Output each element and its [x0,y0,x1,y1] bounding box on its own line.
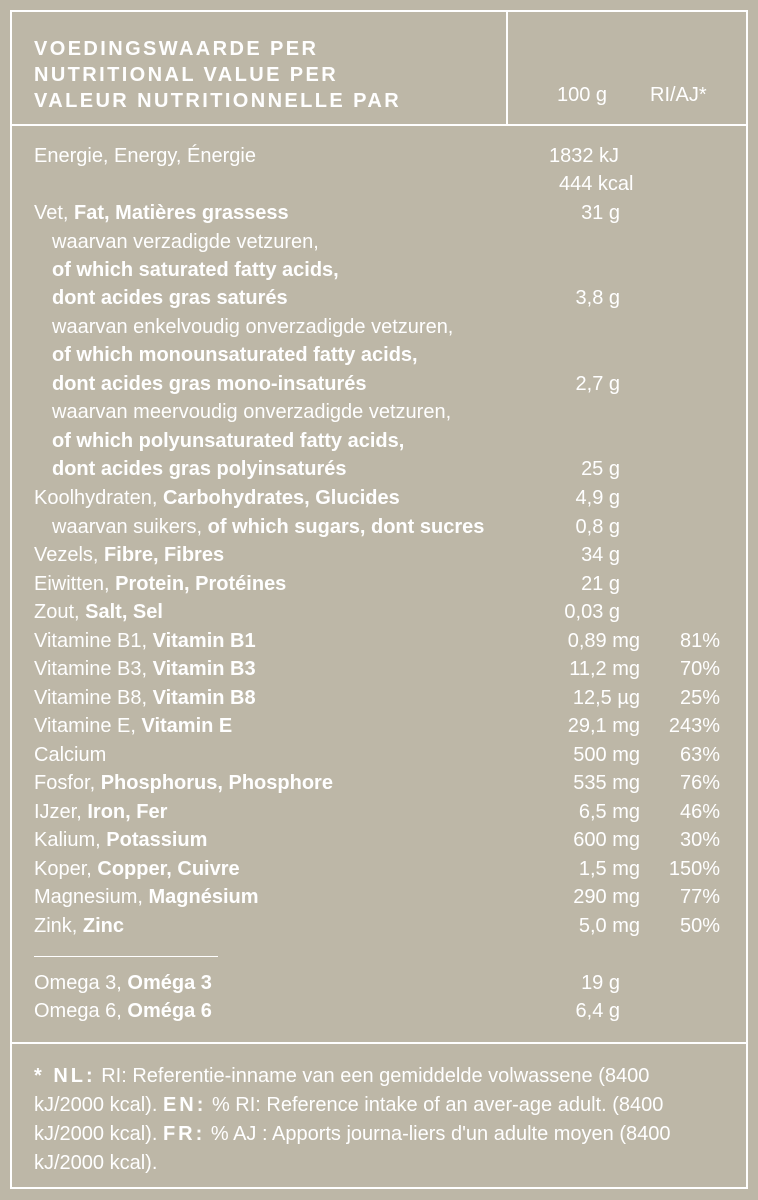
row-saturated-fr [12,284,746,312]
micro-value: 5,0 mg [578,915,640,937]
poly-value: 25 g [581,458,620,480]
micro-ri: 50% [679,915,720,937]
row-energy-kcal [12,170,746,198]
carbohydrates-value: 4,9 g [575,487,620,509]
micro-value: 535 mg [573,772,640,794]
protein-label: Eiwitten, Protein, Protéines [34,573,287,595]
micro-value: 500 mg [573,744,640,766]
micro-label: Vitamine B3, Vitamin B3 [34,658,256,680]
row-iron [12,798,746,826]
micro-label: Calcium [34,744,107,766]
row-zinc [12,912,746,940]
micro-ri: 77% [679,886,720,908]
omega-divider [34,956,218,957]
micro-value: 1,5 mg [578,858,640,880]
row-saturated-nl [12,228,746,256]
row-mono-fr [12,370,746,398]
header-title-en: NUTRITIONAL VALUE PER [34,64,339,86]
saturated-label-en: of which saturated fatty acids, [52,259,339,281]
fat-value: 31 g [581,202,620,224]
header-divider [506,12,508,124]
micro-label: Fosfor, Phosphorus, Phosphore [34,772,333,794]
mono-value: 2,7 g [575,373,620,395]
energy-label: Energie, Energy, Énergie [34,145,256,167]
sugars-value: 0,8 g [575,516,620,538]
saturated-label-nl: waarvan verzadigde vetzuren, [52,231,319,253]
fibre-label: Vezels, Fibre, Fibres [34,544,225,566]
omega-3-value: 19 g [581,972,620,994]
micro-ri: 30% [679,829,720,851]
column-header-amount: 100 g [557,84,608,106]
row-fat [12,199,746,227]
energy-kcal: 444 kcal [559,173,634,195]
micro-label: Zink, Zinc [34,915,125,937]
row-energy [12,142,746,170]
micro-ri: 81% [679,630,720,652]
micro-value: 290 mg [573,886,640,908]
omega-3-label: Omega 3, Oméga 3 [34,972,212,994]
row-fibre [12,541,746,569]
footnote-divider [12,1042,746,1044]
fat-label: Vet, Fat, Matières grassess [34,202,289,224]
sugars-label: waarvan suikers, of which sugars, dont sucres [52,516,485,538]
row-poly-nl [12,398,746,426]
header-title-fr: VALEUR NUTRITIONNELLE PAR [34,90,402,112]
footnote-en-text: % RI: Reference intake of an aver-age adult. (8400 kJ/2000 kcal). [34,1094,664,1145]
saturated-label-fr: dont acides gras saturés [52,287,288,309]
micro-ri: 46% [679,801,720,823]
row-poly-en [12,427,746,455]
micro-label: Vitamine E, Vitamin E [34,715,233,737]
micro-value: 6,5 mg [578,801,640,823]
nutrition-label [10,10,748,1189]
row-magnesium [12,883,746,911]
mono-label-en: of which monounsaturated fatty acids, [52,344,418,366]
micro-ri: 70% [679,658,720,680]
micro-label: Magnesium, Magnésium [34,886,259,908]
micro-ri: 150% [668,858,720,880]
omega-6-label: Omega 6, Oméga 6 [34,1000,212,1022]
energy-kj: 1832 kJ [549,145,620,167]
row-mono-en [12,341,746,369]
row-omega-6 [12,997,746,1025]
footnote [34,1062,724,1178]
mono-label-fr: dont acides gras mono-insaturés [52,373,367,395]
omega-6-value: 6,4 g [575,1000,620,1022]
column-header-ri: RI/AJ* [650,84,707,106]
micro-value: 12,5 µg [572,687,640,709]
micro-ri: 76% [679,772,720,794]
micro-value: 600 mg [573,829,640,851]
carbohydrates-label: Koolhydraten, Carbohydrates, Glucides [34,487,400,509]
header-titles [34,36,401,114]
row-protein [12,570,746,598]
poly-label-en: of which polyunsaturated fatty acids, [52,430,405,452]
micro-label: Vitamine B8, Vitamin B8 [34,687,256,709]
salt-value: 0,03 g [564,601,620,623]
poly-label-nl: waarvan meervoudig onverzadigde vetzuren, [52,401,452,423]
row-carbohydrates [12,484,746,512]
row-calcium [12,741,746,769]
micro-label: Vitamine B1, Vitamin B1 [34,630,256,652]
footnote-fr-text: % AJ : Apports journa-liers d'un adulte moyen (8400 kJ/2000 kcal). [34,1123,671,1174]
micro-ri: 63% [679,744,720,766]
footnote-en-tag: EN: [162,1094,207,1116]
row-phosphorus [12,769,746,797]
micro-value: 0,89 mg [567,630,640,652]
fibre-value: 34 g [581,544,620,566]
row-vitamin-e [12,712,746,740]
micro-ri: 25% [679,687,720,709]
row-salt [12,598,746,626]
micro-ri: 243% [668,715,720,737]
micro-value: 11,2 mg [569,658,640,680]
row-omega-3 [12,969,746,997]
table-header [12,12,746,126]
header-title-nl: VOEDINGSWAARDE PER [34,38,319,60]
micro-value: 29,1 mg [567,715,640,737]
row-vitamin-b3 [12,655,746,683]
micro-label: Kalium, Potassium [34,829,208,851]
row-vitamin-b1 [12,627,746,655]
salt-label: Zout, Salt, Sel [34,601,163,623]
footnote-nl-tag: * NL: [34,1065,96,1087]
footnote-fr-tag: FR: [162,1123,206,1145]
row-copper [12,855,746,883]
row-vitamin-b8 [12,684,746,712]
saturated-value: 3,8 g [575,287,620,309]
row-mono-nl [12,313,746,341]
row-saturated-en [12,256,746,284]
mono-label-nl: waarvan enkelvoudig onverzadigde vetzuren, [52,316,454,338]
micro-label: IJzer, Iron, Fer [34,801,168,823]
footnote-nl-text: RI: Referentie-inname van een gemiddelde volwassene (8400 kJ/2000 kcal). [34,1065,650,1116]
poly-label-fr: dont acides gras polyinsaturés [52,458,347,480]
row-sugars [12,513,746,541]
micro-label: Koper, Copper, Cuivre [34,858,240,880]
row-poly-fr [12,455,746,483]
protein-value: 21 g [581,573,620,595]
row-potassium [12,826,746,854]
